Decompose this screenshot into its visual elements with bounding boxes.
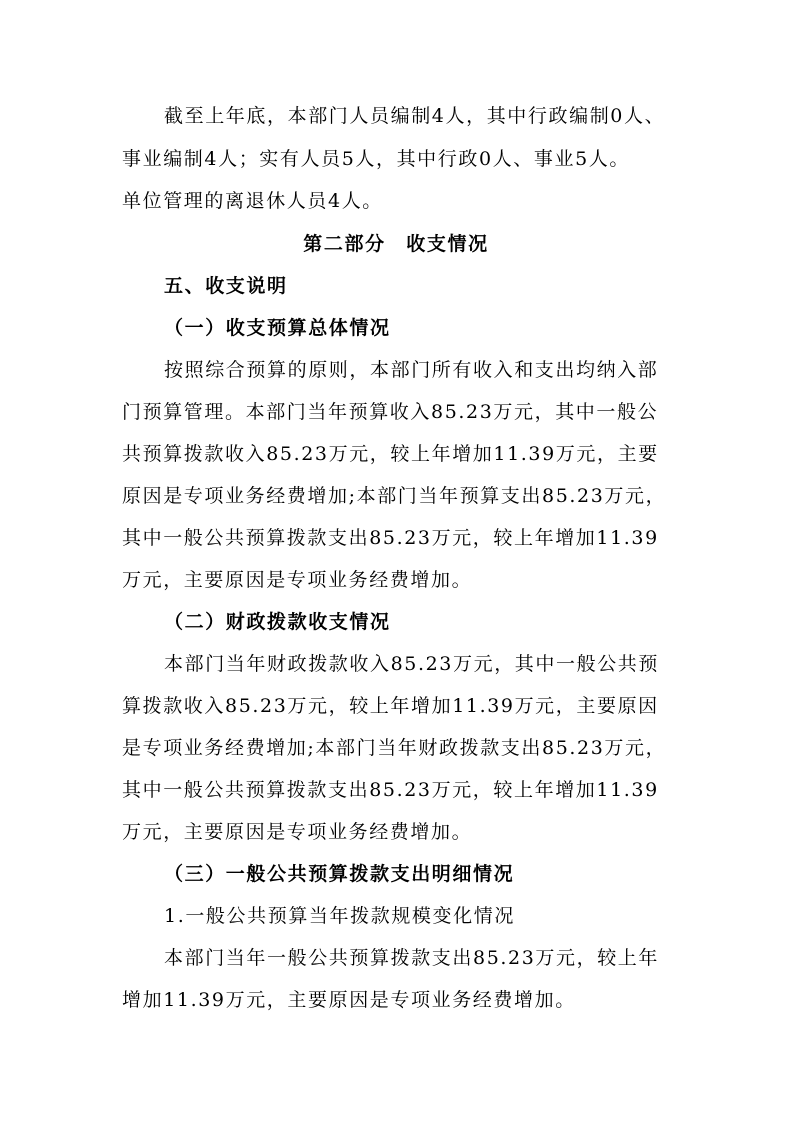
- paragraph-line: 门预算管理。本部门当年预算收入85.23万元，其中一般公: [122, 401, 659, 423]
- paragraph-line: 截至上年底，本部门人员编制4人，其中行政编制0人、: [164, 105, 666, 127]
- item-heading: 1.一般公共预算当年拨款规模变化情况: [164, 905, 515, 927]
- paragraph-line: 单位管理的离退休人员4人。: [122, 190, 383, 212]
- subsection-heading: （一）收支预算总体情况: [164, 317, 391, 339]
- paragraph-line: 本部门当年财政拨款收入85.23万元，其中一般公共预: [164, 653, 659, 675]
- paragraph-line: 本部门当年一般公共预算拨款支出85.23万元，较上年: [164, 947, 659, 969]
- paragraph-line: 万元，主要原因是专项业务经费增加。: [122, 569, 473, 591]
- paragraph-line: 万元，主要原因是专项业务经费增加。: [122, 821, 473, 843]
- subsection-heading: （三）一般公共预算拨款支出明细情况: [164, 863, 515, 885]
- subsection-heading: （二）财政拨款收支情况: [164, 611, 391, 633]
- paragraph-line: 是专项业务经费增加;本部门当年财政拨款支出85.23万元，: [122, 737, 667, 759]
- paragraph-line: 按照综合预算的原则，本部门所有收入和支出均纳入部: [164, 359, 659, 381]
- paragraph-line: 原因是专项业务经费增加;本部门当年预算支出85.23万元，: [122, 485, 667, 507]
- part-heading: 第二部分 收支情况: [303, 233, 489, 255]
- paragraph-line: 其中一般公共预算拨款支出85.23万元，较上年增加11.39: [122, 779, 659, 801]
- paragraph-line: 事业编制4人；实有人员5人，其中行政0人、事业5人。: [122, 148, 630, 170]
- paragraph-line: 增加11.39万元，主要原因是专项业务经费增加。: [122, 989, 576, 1011]
- paragraph-line: 算拨款收入85.23万元，较上年增加11.39万元，主要原因: [122, 695, 659, 717]
- paragraph-line: 共预算拨款收入85.23万元，较上年增加11.39万元，主要: [122, 443, 659, 465]
- paragraph-line: 其中一般公共预算拨款支出85.23万元，较上年增加11.39: [122, 527, 659, 549]
- section-heading: 五、收支说明: [164, 275, 288, 297]
